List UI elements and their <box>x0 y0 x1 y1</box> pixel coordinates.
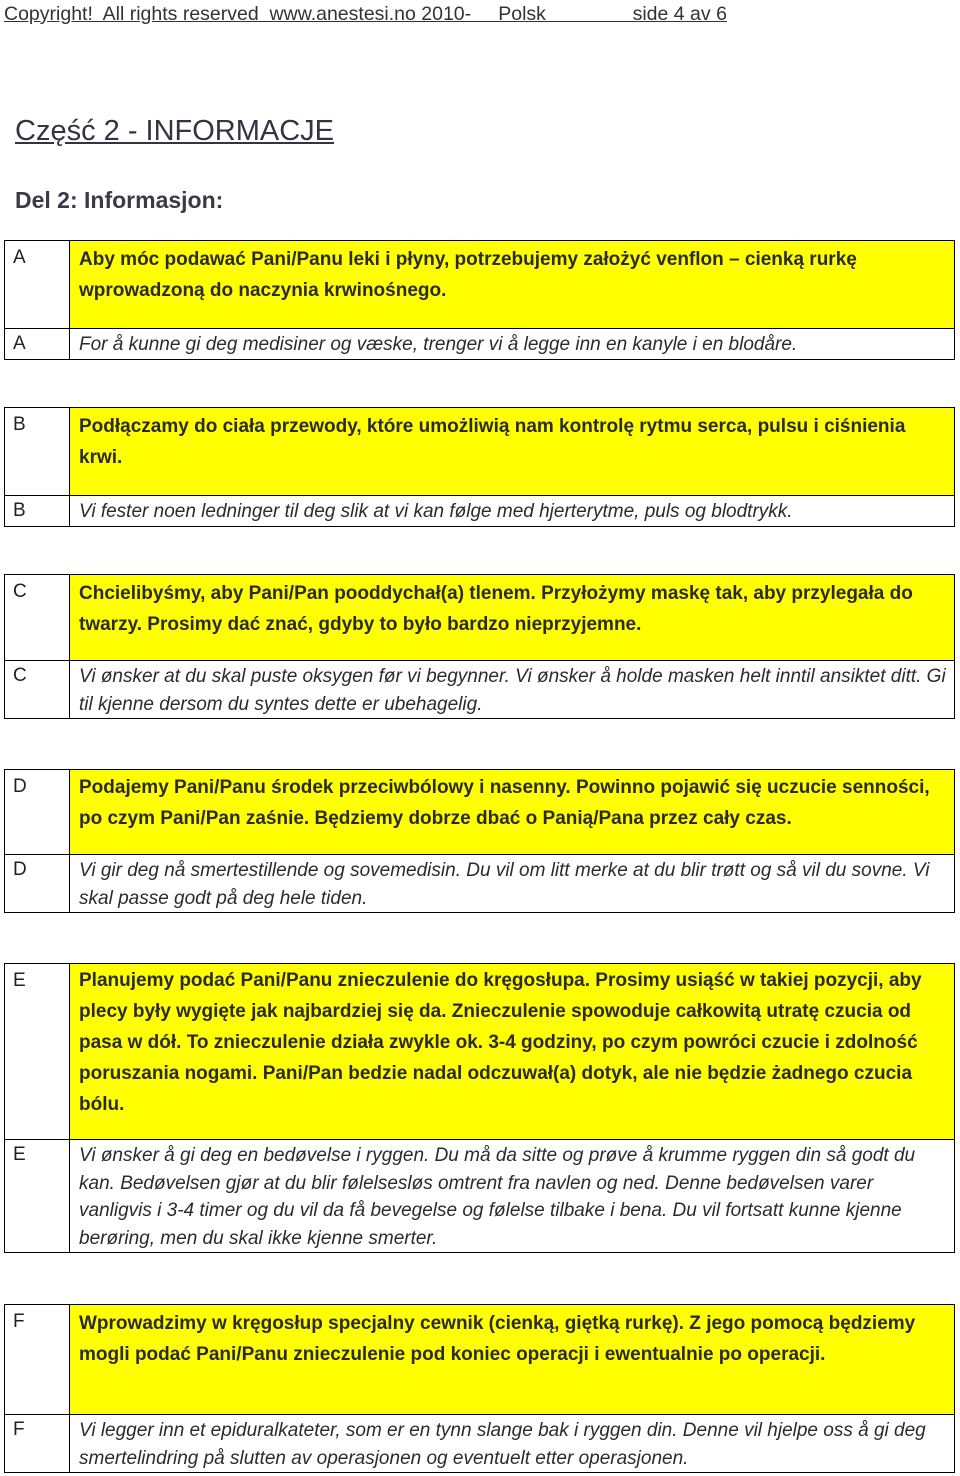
section-letter: B <box>13 500 26 521</box>
section-letter: A <box>13 247 26 268</box>
section-letter: B <box>13 414 26 435</box>
norwegian-text-cell <box>70 1415 955 1473</box>
polish-text: Podłączamy do ciała przewody, które umożliwią nam kontrolę rytmu serca, pulsu i ciśnienia krwi. <box>79 416 906 468</box>
section-c <box>4 574 955 719</box>
norwegian-text: Vi gir deg nå smertestillende og sovemedisin. Du vil om litt merke at du blir trøtt og så vil du sovne. Vi skal passe godt på deg hele tiden. <box>79 860 930 909</box>
section-letter: C <box>13 665 27 686</box>
polish-text: Aby móc podawać Pani/Panu leki i płyny, potrzebujemy założyć venflon – cienką rurkę wprowadzoną do naczynia krwinośnego. <box>79 249 857 301</box>
polish-text-cell <box>70 770 955 855</box>
section-letter: C <box>13 581 27 602</box>
norwegian-text: Vi ønsker å gi deg en bedøvelse i ryggen. Du må da sitte og prøve å krumme ryggen din så godt du kan. Bedøvelsen gjør at du blir følelsesløs omtrent fra navlen og ned. Denne bedøvelsen varer vanligvis i 3-4 timer og du vil da få bevegelse og følelse tilbake i bena. Du vil fortsatt kunne kjenne berøring, men du skal ikke kjenne smerter. <box>79 1145 916 1249</box>
polish-text-cell <box>70 575 955 661</box>
polish-text-cell <box>70 408 955 496</box>
polish-text-cell <box>70 964 955 1140</box>
section-e <box>4 963 955 1253</box>
polish-text: Planujemy podać Pani/Panu znieczulenie do kręgosłupa. Prosimy usiąść w takiej pozycji, aby plecy były wygięte jak najbardziej się da. Znieczulenie spowoduje całkowitą utratę czucia od pasa w dół. To znieczulenie działa zwykle ok. 3-4 godziny, po czym powróci czucie i zdolność poruszania nogami. Pani/Pan bedzie nadal odczuwał(a) dotyk, ale nie będzie żadnego czucia bólu. <box>79 970 922 1115</box>
section-letter: F <box>13 1419 25 1440</box>
norwegian-text: For å kunne gi deg medisiner og væske, trenger vi å legge inn en kanyle i en blodåre. <box>79 334 798 355</box>
norwegian-text-cell <box>70 661 955 719</box>
section-b <box>4 407 955 527</box>
section-letter: D <box>13 776 27 797</box>
section-a <box>4 240 955 360</box>
section-d <box>4 769 955 913</box>
page-header: Copyright! All rights reserved www.anestesi.no 2010- Polsk side 4 av 6 <box>4 3 727 25</box>
norwegian-text-cell <box>70 855 955 913</box>
section-f <box>4 1304 955 1473</box>
section-letter: A <box>13 333 26 354</box>
section-letter: E <box>13 1144 26 1165</box>
page-title: Część 2 - INFORMACJE <box>15 115 335 147</box>
norwegian-text-cell <box>70 1140 955 1253</box>
section-letter: F <box>13 1311 25 1332</box>
norwegian-text-cell <box>70 496 955 527</box>
norwegian-text-cell <box>70 329 955 360</box>
norwegian-text: Vi legger inn et epiduralkateter, som er en tynn slange bak i ryggen din. Denne vil hjelpe oss å gi deg smertelindring på slutten av operasjonen og eventuelt etter operasjonen. <box>79 1420 926 1469</box>
norwegian-text: Vi fester noen ledninger til deg slik at vi kan følge med hjerterytme, puls og blodtrykk. <box>79 501 793 522</box>
polish-text: Podajemy Pani/Panu środek przeciwbólowy i nasenny. Powinno pojawić się uczucie senności, po czym Pani/Pan zaśnie. Będziemy dobrze dbać o Panią/Pana przez cały czas. <box>79 777 930 829</box>
polish-text: Chcielibyśmy, aby Pani/Pan pooddychał(a) tlenem. Przyłożymy maskę tak, aby przylegała do twarzy. Prosimy dać znać, gdyby to było bardzo nieprzyjemne. <box>79 583 913 635</box>
page-subtitle: Del 2: Informasjon: <box>15 187 224 213</box>
polish-text: Wprowadzimy w kręgosłup specjalny cewnik (cienką, giętką rurkę). Z jego pomocą będziemy mogli podać Pani/Panu znieczulenie pod koniec operacji i ewentualnie po operacji. <box>79 1313 916 1365</box>
section-letter: D <box>13 859 27 880</box>
section-letter: E <box>13 970 26 991</box>
polish-text-cell <box>70 1305 955 1415</box>
polish-text-cell <box>70 241 955 329</box>
norwegian-text: Vi ønsker at du skal puste oksygen før vi begynner. Vi ønsker å holde masken helt inntil ansiktet ditt. Gi til kjenne dersom du syntes dette er ubehagelig. <box>79 666 946 715</box>
